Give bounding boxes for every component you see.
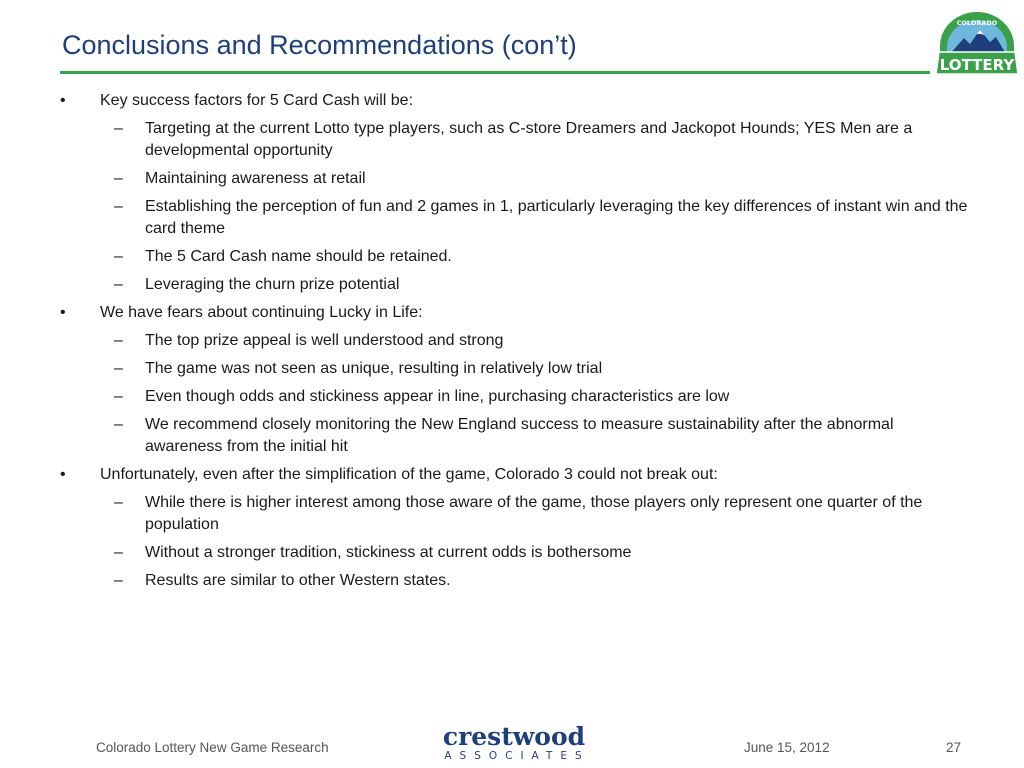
bullet-list — [58, 84, 968, 592]
sub-bullet-item — [58, 414, 968, 458]
dash-mark: – — [114, 494, 123, 511]
bullet-text: Key success factors for 5 Card Cash will be: — [100, 92, 414, 109]
crestwood-subtitle: ASSOCIATES — [444, 750, 590, 762]
logo-top-text: COLORADO — [956, 19, 998, 27]
bullet-item — [58, 302, 968, 324]
sub-bullet-item — [58, 358, 968, 380]
dash-mark: – — [114, 544, 123, 561]
dash-mark: – — [114, 248, 123, 265]
bullet-mark: • — [60, 92, 66, 109]
bullet-mark: • — [60, 304, 66, 321]
logo-main-text: LOTTERY — [939, 56, 1015, 74]
sub-bullet-item — [58, 246, 968, 268]
sub-bullet-text: Maintaining awareness at retail — [145, 170, 366, 187]
sub-bullet-text: The top prize appeal is well understood and strong — [145, 332, 504, 349]
sub-bullet-text: Leveraging the churn prize potential — [145, 276, 400, 293]
sub-bullet-item — [58, 570, 968, 592]
sub-bullet-text: Results are similar to other Western states. — [145, 572, 451, 589]
footer-left-text: Colorado Lottery New Game Research — [96, 740, 329, 755]
dash-mark: – — [114, 198, 123, 215]
page-number: 27 — [946, 740, 962, 755]
sub-bullet-item — [58, 386, 968, 408]
sub-bullet-item — [58, 330, 968, 352]
sub-bullet-text: Establishing the perception of fun and 2 games in 1, particularly leveraging the key differences of instant win and the card theme — [145, 198, 968, 237]
title-divider — [60, 71, 930, 74]
sub-bullet-text: We recommend closely monitoring the New England success to measure sustainability after the abnormal awareness from the initial hit — [145, 416, 894, 455]
dash-mark: – — [114, 276, 123, 293]
sub-bullet-text: While there is higher interest among those aware of the game, those players only represent one quarter of the population — [145, 494, 923, 533]
crestwood-associates-logo — [438, 724, 590, 764]
sub-bullet-text: The 5 Card Cash name should be retained. — [145, 248, 452, 265]
sub-bullet-text: The game was not seen as unique, resulting in relatively low trial — [145, 360, 603, 377]
sub-bullet-text: Without a stronger tradition, stickiness at current odds is bothersome — [145, 544, 632, 561]
footer-date: June 15, 2012 — [744, 740, 830, 755]
bullet-item — [58, 90, 968, 112]
sub-bullet-item — [58, 168, 968, 190]
dash-mark: – — [114, 360, 123, 377]
sub-bullet-item — [58, 542, 968, 564]
dash-mark: – — [114, 332, 123, 349]
bullet-text: We have fears about continuing Lucky in Life: — [100, 304, 423, 321]
bullet-text: Unfortunately, even after the simplification of the game, Colorado 3 could not break out: — [100, 466, 718, 483]
dash-mark: – — [114, 388, 123, 405]
dash-mark: – — [114, 572, 123, 589]
crestwood-name: crestwood — [442, 722, 586, 751]
bullet-item — [58, 464, 968, 486]
sub-bullet-item — [58, 118, 968, 162]
dash-mark: – — [114, 170, 123, 187]
dash-mark: – — [114, 416, 123, 433]
slide-title: Conclusions and Recommendations (con’t) — [62, 30, 577, 60]
colorado-lottery-logo — [934, 8, 1020, 78]
sub-bullet-item — [58, 196, 968, 240]
dash-mark: – — [114, 120, 123, 137]
sub-bullet-text: Even though odds and stickiness appear in line, purchasing characteristics are low — [145, 388, 730, 405]
sub-bullet-item — [58, 274, 968, 296]
sub-bullet-item — [58, 492, 968, 536]
bullet-mark: • — [60, 466, 66, 483]
sub-bullet-text: Targeting at the current Lotto type players, such as C-store Dreamers and Jackopot Hounds; YES Men are a developmental opportunity — [145, 120, 913, 159]
